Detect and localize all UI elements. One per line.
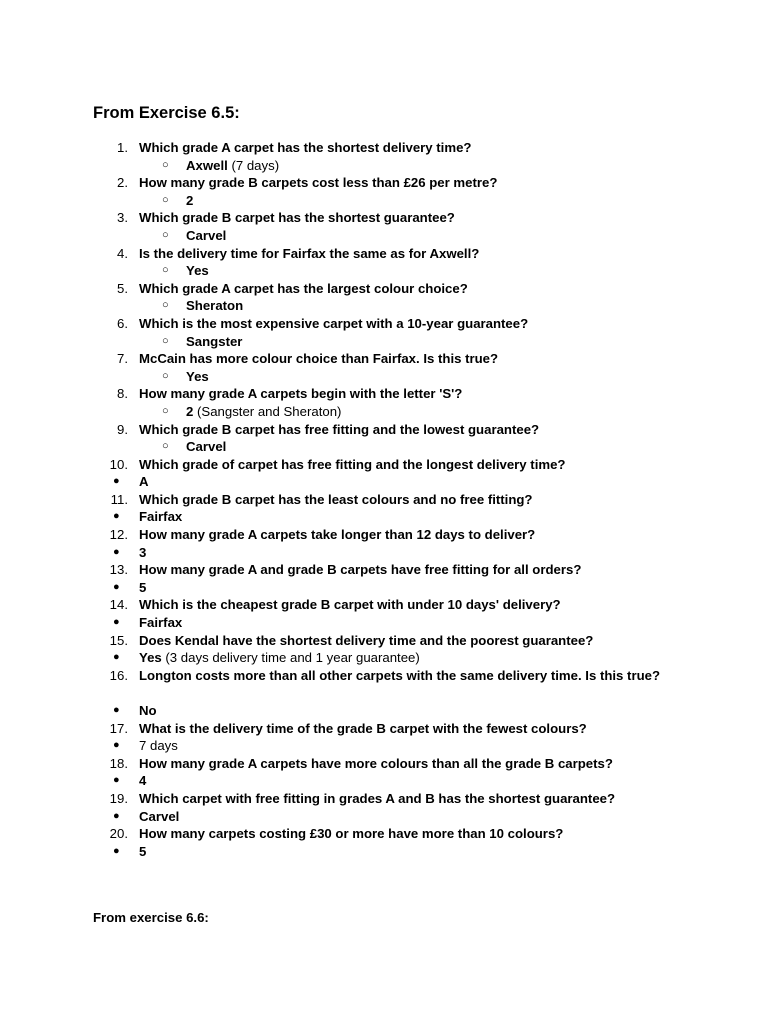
hollow-bullet-icon: ○ [162,193,169,206]
answer-text [186,333,242,351]
hollow-bullet-icon: ○ [162,404,169,417]
question-number: 7. [117,351,128,367]
answer-value: 2 [186,403,194,419]
question-item [0,315,768,333]
hollow-bullet-icon: ○ [162,440,169,453]
answer-text [139,702,157,720]
question-number: 8. [117,386,128,402]
answer-value: 2 [186,192,194,208]
bullet-icon: ● [113,809,120,822]
answer-text [139,843,146,861]
question-text: McCain has more colour choice than Fairfax. Is this true? [139,351,499,367]
answer-text [139,737,178,755]
bullet-icon: ● [113,704,120,716]
section-title: From Exercise 6.5: [93,104,240,122]
question-item [0,174,768,192]
question-text: Which is the cheapest grade B carpet with under 10 days' delivery? [139,597,561,613]
answer-value: 5 [139,579,147,595]
question-text: Which grade B carpet has the shortest guarantee? [139,210,455,226]
bullet-icon: ● [113,545,120,558]
hollow-bullet-icon: ○ [162,228,169,241]
question-number: 17. [109,720,128,736]
answer-text [139,649,420,667]
answer-note: (7 days) [227,157,280,173]
answer-value: No [139,703,157,718]
question-text: Which grade A carpet has the shortest delivery time? [139,140,472,155]
answer-value: Sheraton [186,298,244,314]
question-number: 9. [117,421,128,437]
answer-value: Sangster [186,333,243,349]
answer-text [139,614,182,632]
answer-note: (Sangster and Sheraton) [193,403,342,419]
question-number: 5. [117,280,128,296]
bullet-icon: ● [113,475,120,488]
question-item [0,526,768,544]
answer-item [0,368,768,386]
question-item [0,561,768,579]
question-item [0,421,768,439]
answer-text [139,544,146,562]
answer-value: Yes [186,263,209,279]
question-number: 10. [109,456,128,472]
question-text: Which carpet with free fitting in grades A and B has the shortest guarantee? [139,790,616,806]
answer-value: 5 [139,843,147,859]
question-text: Which grade B carpet has free fitting and the lowest guarantee? [139,421,540,437]
question-item [0,755,768,773]
question-text: How many grade A carpets take longer than 12 days to deliver? [139,527,536,543]
question-item [0,790,768,808]
answer-value: 4 [139,773,147,789]
question-number: 15. [109,632,128,648]
question-text: How many grade A carpets begin with the letter 'S'? [139,386,463,402]
hollow-bullet-icon: ○ [162,369,169,382]
answer-value: A [139,474,149,490]
answer-value: 3 [139,544,147,560]
answer-item [0,297,768,315]
answer-item [0,614,768,632]
question-item [0,632,768,650]
answer-text [139,772,146,790]
question-number: 12. [109,527,128,543]
question-number: 4. [117,245,128,261]
question-text: Which grade of carpet has free fitting and the longest delivery time? [139,456,566,472]
question-item [0,350,768,368]
answer-item [0,843,768,861]
answer-text [186,227,226,245]
answer-item [0,737,768,755]
answer-text [139,579,146,597]
question-number: 16. [109,667,128,683]
answer-item [0,579,768,597]
answer-value: Carvel [186,439,227,455]
answer-value: Carvel [186,227,227,243]
answer-value: Fairfax [139,615,183,631]
question-item [0,245,768,263]
answer-value: Yes [186,368,209,384]
answer-item [0,544,768,562]
answer-item [0,403,768,421]
question-item [0,596,768,614]
question-number: 20. [109,826,128,842]
answer-text [186,438,226,456]
bullet-icon: ● [113,616,120,629]
answer-text [186,157,279,175]
question-text: How many grade B carpets cost less than £26 per metre? [139,175,498,191]
answer-item [0,508,768,526]
answer-text [139,808,179,826]
answer-item [0,438,768,456]
question-text: How many grade A carpets have more colours than all the grade B carpets? [139,755,613,771]
question-number: 19. [109,790,128,806]
answer-note: (3 days delivery time and 1 year guarantee) [161,650,420,666]
question-item [0,456,768,474]
question-number: 2. [117,175,128,191]
question-number: 3. [117,210,128,226]
question-list [0,139,768,860]
bullet-icon: ● [113,774,120,787]
question-text: Longton costs more than all other carpets with the same delivery time. Is this true? [139,667,661,683]
question-number: 6. [117,315,128,331]
answer-item [0,157,768,175]
answer-note: 7 days [139,738,178,754]
answer-value: Yes [139,650,162,666]
answer-text [186,262,209,280]
answer-item [0,649,768,667]
answer-text [186,192,193,210]
question-number: 18. [109,755,128,771]
question-text: Which grade A carpet has the largest colour choice? [139,280,468,296]
question-text: Which is the most expensive carpet with a 10-year guarantee? [139,315,529,331]
hollow-bullet-icon: ○ [162,299,169,312]
question-item [0,385,768,403]
answer-item [0,473,768,491]
answer-text [186,297,243,315]
question-item [0,209,768,227]
answer-value: Carvel [139,808,180,824]
bullet-icon: ● [113,739,120,752]
question-item [0,667,768,702]
section-subtitle: From exercise 6.6: [93,910,209,925]
answer-item [0,702,768,720]
question-item [0,139,768,157]
answer-item [0,772,768,790]
question-number: 13. [109,562,128,578]
question-number: 1. [117,140,128,155]
question-text: How many grade A and grade B carpets have free fitting for all orders? [139,562,582,578]
hollow-bullet-icon: ○ [162,264,169,277]
question-item [0,491,768,509]
bullet-icon: ● [113,580,120,593]
answer-value: Axwell [186,157,228,173]
answer-item [0,262,768,280]
hollow-bullet-icon: ○ [162,158,169,171]
answer-item [0,192,768,210]
answer-text [186,368,209,386]
answer-text [139,508,182,526]
hollow-bullet-icon: ○ [162,334,169,347]
question-text: Which grade B carpet has the least colours and no free fitting? [139,491,533,507]
question-text: Is the delivery time for Fairfax the same as for Axwell? [139,245,480,261]
question-text: Does Kendal have the shortest delivery time and the poorest guarantee? [139,632,594,648]
answer-item [0,333,768,351]
answer-item [0,808,768,826]
answer-text [139,473,149,491]
question-text: What is the delivery time of the grade B carpet with the fewest colours? [139,720,587,736]
bullet-icon: ● [113,844,120,857]
bullet-icon: ● [113,510,120,523]
question-number: 11. [110,491,128,507]
question-item [0,280,768,298]
bullet-icon: ● [113,651,120,664]
answer-value: Fairfax [139,509,183,525]
question-item [0,720,768,738]
answer-text [186,403,341,421]
question-text: How many carpets costing £30 or more have more than 10 colours? [139,826,564,842]
answer-item [0,227,768,245]
question-number: 14. [109,597,128,613]
question-item [0,825,768,843]
